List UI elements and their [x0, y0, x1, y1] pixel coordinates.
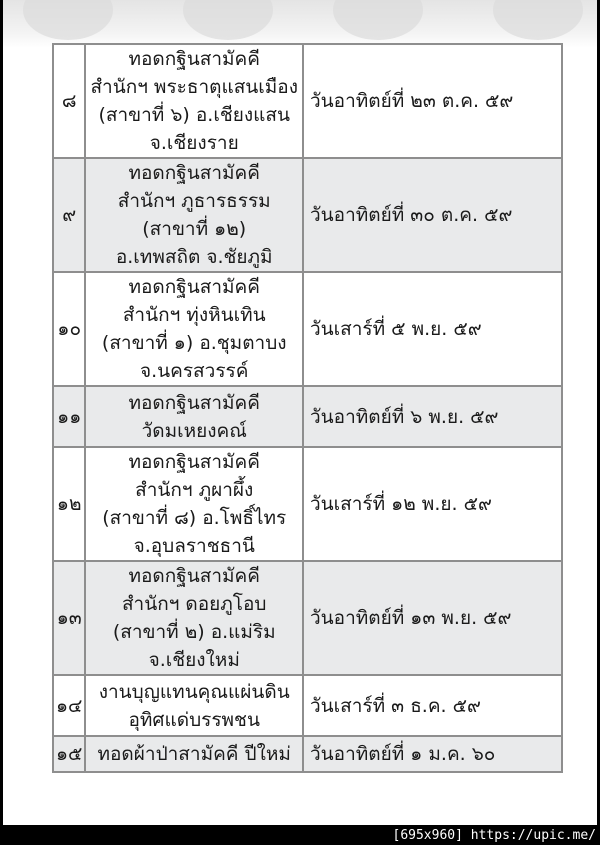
- table-row: [53, 447, 562, 561]
- event-name-line: จ.เชียงราย: [149, 132, 239, 154]
- table-row: [53, 44, 562, 158]
- event-date: วันอาทิตย์ที่ ๒๓ ต.ค. ๕๙: [303, 44, 562, 158]
- table-row: [53, 736, 562, 772]
- event-name: [85, 272, 303, 386]
- event-name-line: (สาขาที่ ๒) อ.แม่ริม: [112, 621, 276, 643]
- event-name-line: งานบุญแทนคุณแผ่นดิน: [98, 680, 290, 703]
- event-name-line: อุทิศแด่บรรพชน: [128, 708, 260, 731]
- table-row: [53, 272, 562, 386]
- table-row: [53, 386, 562, 447]
- event-name: [85, 158, 303, 272]
- table-row: [53, 561, 562, 675]
- event-name-line: ทอดกฐินสามัคคี: [128, 48, 260, 70]
- event-name-line: ทอดผ้าป่าสามัคคี ปีใหม่: [97, 743, 291, 765]
- event-name-line: สำนักฯ ภูผาผึ้ง: [135, 479, 254, 501]
- event-name-line: วัดมเหยงคณ์: [141, 419, 247, 442]
- event-date: วันอาทิตย์ที่ ๖ พ.ย. ๕๙: [303, 386, 562, 447]
- event-name-line: (สาขาที่ ๖) อ.เชียงแสน: [98, 104, 290, 126]
- floral-header-decoration: [3, 0, 597, 48]
- row-number: ๑๒: [53, 447, 85, 561]
- table-row: [53, 675, 562, 736]
- row-number: ๑๓: [53, 561, 85, 675]
- event-date: วันอาทิตย์ที่ ๑๓ พ.ย. ๕๙: [303, 561, 562, 675]
- event-name-line: ทอดกฐินสามัคคี: [128, 162, 260, 184]
- event-name-line: จ.เชียงใหม่: [148, 649, 240, 671]
- row-number: ๑๔: [53, 675, 85, 736]
- event-name-line: (สาขาที่ ๑) อ.ชุมตาบง: [101, 332, 287, 354]
- document-page: [3, 0, 597, 825]
- event-name: [85, 736, 303, 772]
- table-row: [53, 158, 562, 272]
- event-date: วันอาทิตย์ที่ ๑ ม.ค. ๖๐: [303, 736, 562, 772]
- row-number: ๘: [53, 44, 85, 158]
- image-host-footer: [695x960] https://upic.me/: [392, 828, 596, 843]
- event-date: วันเสาร์ที่ ๕ พ.ย. ๕๙: [303, 272, 562, 386]
- event-name-line: (สาขาที่ ๘) อ.โพธิ์ไทร: [102, 507, 287, 529]
- row-number: ๑๑: [53, 386, 85, 447]
- row-number: ๑๕: [53, 736, 85, 772]
- event-name-line: ทอดกฐินสามัคคี: [128, 565, 260, 587]
- event-name: [85, 561, 303, 675]
- event-name: [85, 386, 303, 447]
- event-name-line: อ.เทพสถิต จ.ชัยภูมิ: [115, 246, 273, 268]
- event-name-line: สำนักฯ ภูธารธรรม: [117, 190, 271, 212]
- event-date: วันเสาร์ที่ ๓ ธ.ค. ๕๙: [303, 675, 562, 736]
- event-name: [85, 675, 303, 736]
- event-name: [85, 447, 303, 561]
- event-name: [85, 44, 303, 158]
- event-name-line: สำนักฯ ทุ่งหินเทิน: [122, 304, 266, 326]
- row-number: ๑๐: [53, 272, 85, 386]
- event-date: วันเสาร์ที่ ๑๒ พ.ย. ๕๙: [303, 447, 562, 561]
- row-number: ๙: [53, 158, 85, 272]
- event-date: วันอาทิตย์ที่ ๓๐ ต.ค. ๕๙: [303, 158, 562, 272]
- event-schedule-table: [52, 43, 563, 773]
- event-name-line: (สาขาที่ ๑๒): [142, 218, 247, 240]
- event-name-line: ทอดกฐินสามัคคี: [128, 276, 260, 298]
- event-name-line: จ.นครสวรรค์: [139, 360, 249, 382]
- event-name-line: ทอดกฐินสามัคคี: [128, 391, 260, 414]
- event-name-line: สำนักฯ พระธาตุแสนเมือง: [90, 76, 298, 98]
- event-name-line: จ.อุบลราชธานี: [133, 535, 255, 557]
- event-name-line: สำนักฯ ดอยภูโอบ: [121, 593, 267, 615]
- event-name-line: ทอดกฐินสามัคคี: [128, 451, 260, 473]
